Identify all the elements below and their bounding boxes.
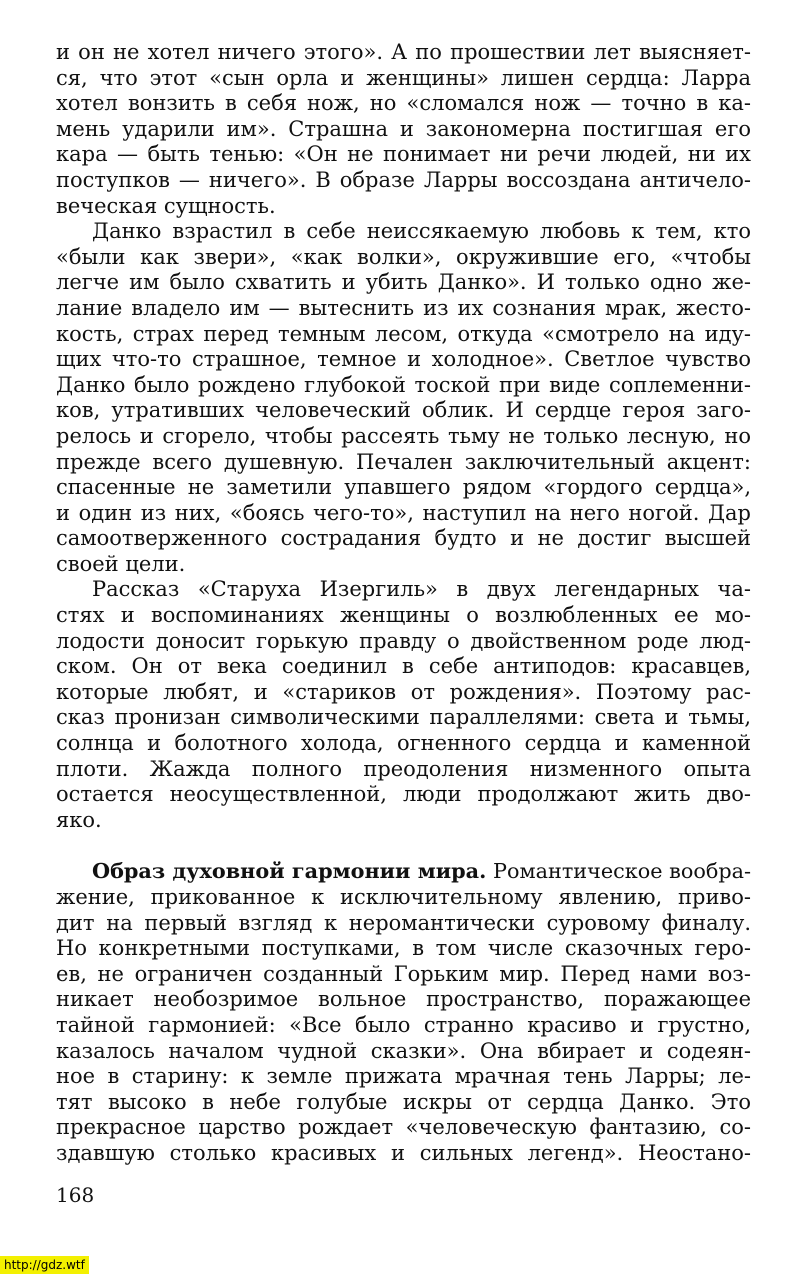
text-line: никает необозримое вольное пространство, поражающее [56, 987, 751, 1012]
text-line [56, 859, 751, 885]
text-line: плоти. Жажда полного преодоления низменного опыта [56, 756, 751, 781]
text-line: спасенные не заметили упавшего рядом «гордого сердца», [56, 475, 751, 500]
text-line: жение, прикованное к исключительному явлению, приво- [56, 885, 751, 909]
text-line: дит на первый взгляд к неромантически суровому финалу. [56, 910, 751, 935]
text-line: прежде всего душевную. Печален заключительный акцент: [56, 449, 751, 474]
text-line: Данко было рождено глубокой тоской при виде соплеменни- [56, 372, 751, 397]
text-line: легче им было схватить и убить Данко». И только одно же- [56, 270, 751, 295]
text-line: кость, страх перед темным лесом, откуда «смотрело на иду- [56, 321, 751, 346]
text-line: щих что-то страшное, темное и холодное». Светлое чувство [56, 347, 751, 372]
text-line: ся, что этот «сын орла и женщины» лишен сердца: Ларра [56, 65, 751, 90]
text-line: Рассказ «Старуха Изергиль» в двух легендарных ча- [92, 577, 751, 602]
text-line: Данко взрастил в себе неиссякаемую любовь к тем, кто [92, 219, 751, 244]
text-line: ное в старину: к земле прижата мрачная тень Ларры; ле- [56, 1064, 751, 1089]
page-number: 168 [56, 1183, 95, 1207]
text-span: Романтическое вообра- [486, 859, 751, 884]
text-line: остается неосуществленной, люди продолжают жить дво- [56, 782, 751, 807]
text-line: лодости доносит горькую правду о двойственном роде люд- [56, 628, 751, 653]
text-line: ков, утративших человеческий облик. И сердце героя заго- [56, 398, 751, 423]
text-line: сказ пронизан символическими параллелями: света и тьмы, [56, 705, 751, 730]
page-body [56, 40, 751, 1167]
text-line: «были как звери», «как волки», окружившие его, «чтобы [56, 244, 751, 269]
text-line: здавшую столько красивых и сильных легенд». Неостано- [56, 1140, 751, 1165]
watermark-link[interactable]: http://gdz.wtf [0, 1256, 89, 1274]
text-line: мень ударили им». Страшна и закономерна постигшая его [56, 116, 751, 141]
text-line: тайной гармонией: «Все было странно красиво и грустно, [56, 1012, 751, 1037]
text-line: кара — быть тенью: «Он не понимает ни речи людей, ни их [56, 142, 751, 167]
paragraph-4 [56, 859, 751, 1166]
text-line: поступков — ничего». В образе Ларры воссоздана античело- [56, 167, 751, 192]
text-line: стях и воспоминаниях женщины о возлюбленных ее мо- [56, 603, 751, 628]
text-line: тят высоко в небе голубые искры от сердца Данко. Это [56, 1089, 751, 1114]
paragraph-1 [56, 40, 751, 219]
text-line: релось и сгорело, чтобы рассеять тьму не только лесную, но [56, 423, 751, 448]
text-line: Но конкретными поступками, в том числе сказочных геро- [56, 936, 751, 961]
text-line: веческая сущность. [56, 193, 276, 218]
text-line: яко. [56, 807, 102, 832]
text-line: солнца и болотного холода, огненного сердца и каменной [56, 731, 751, 756]
paragraph-2 [56, 219, 751, 577]
text-line: хотел вонзить в себя нож, но «сломался нож — точно в ка- [56, 91, 751, 116]
text-line: самоотверженного сострадания будто и не достиг высшей [56, 526, 751, 551]
text-line: которые любят, и «стариков от рождения». Поэтому рас- [56, 679, 751, 704]
text-line: ском. Он от века соединил в себе антиподов: красавцев, [56, 654, 751, 679]
text-line: и один из них, «боясь чего-то», наступил на него ногой. Дар [56, 500, 751, 525]
section-heading: Образ духовной гармонии мира. [92, 859, 487, 884]
text-line: своей цели. [56, 551, 186, 576]
text-line: прекрасное царство рождает «человеческую фантазию, со- [56, 1115, 751, 1140]
paragraph-3 [56, 577, 751, 833]
text-line: и он не хотел ничего этого». А по прошествии лет выясняет- [56, 40, 751, 64]
text-line: лание владело им — вытеснить из их сознания мрак, жесто- [56, 295, 751, 320]
section-gap [56, 833, 751, 859]
text-line: казалось началом чудной сказки». Она вбирает и содеян- [56, 1038, 751, 1063]
text-line: ев, не ограничен созданный Горьким мир. Перед нами воз- [56, 961, 751, 986]
